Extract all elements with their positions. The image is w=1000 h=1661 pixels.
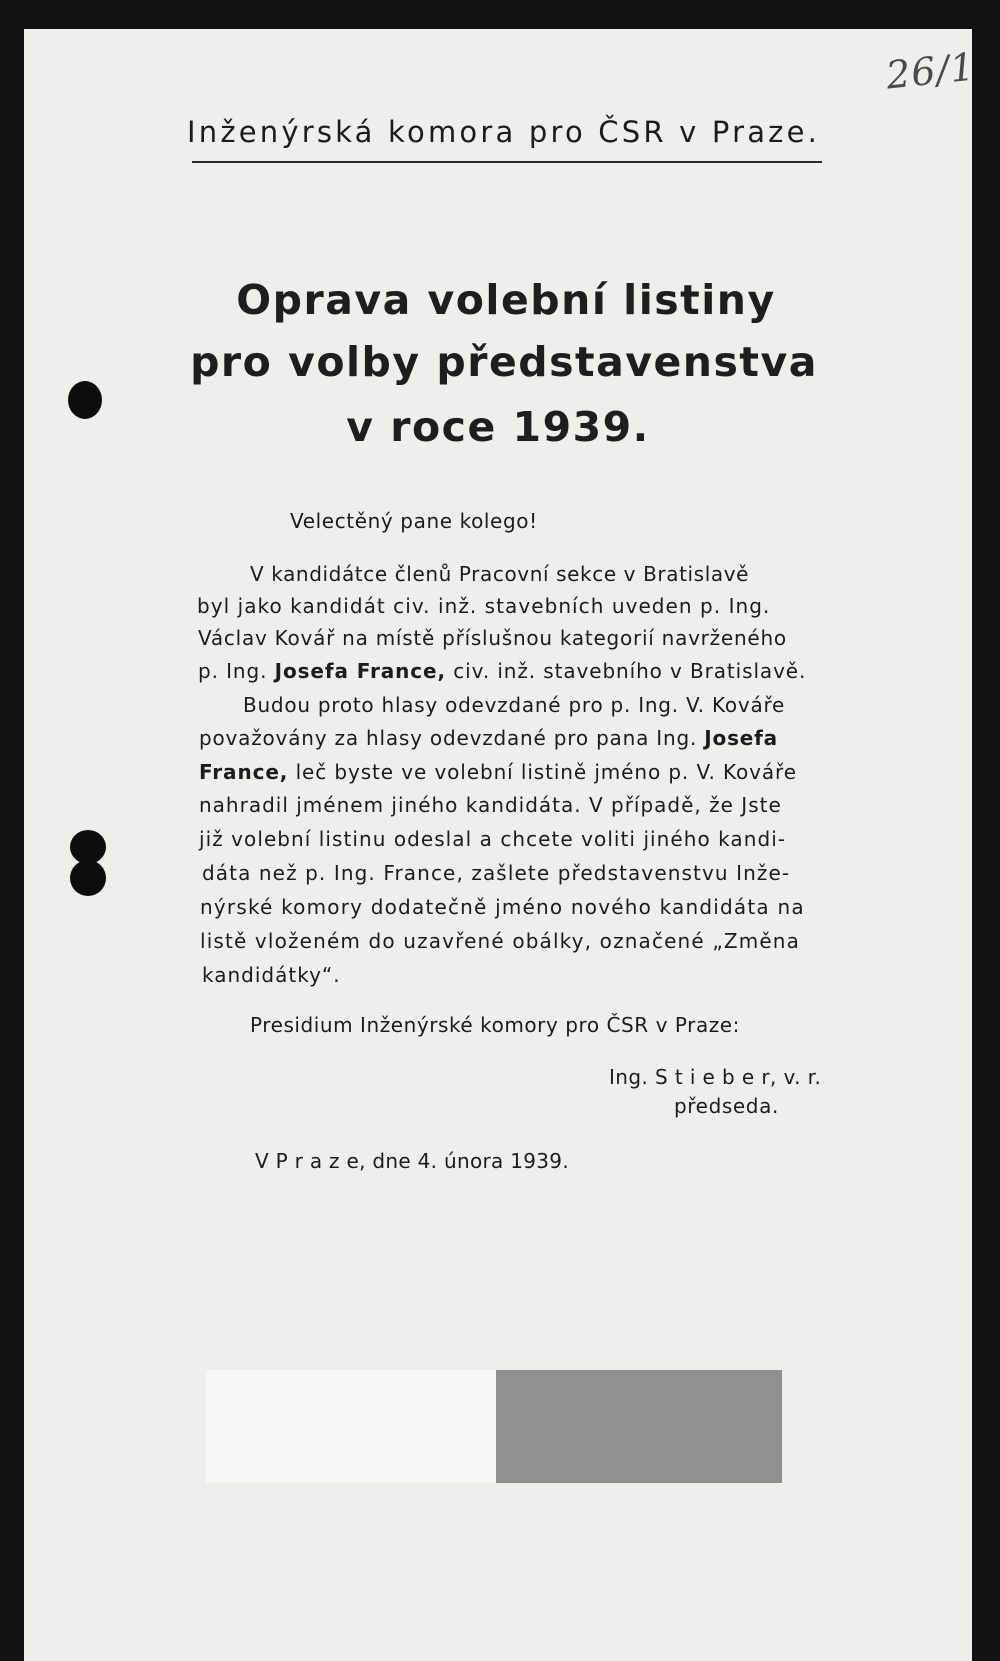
name-josefa: Josefa xyxy=(704,726,778,750)
paragraph-2-line-4: nahradil jménem jiného kandidáta. V případě, že Jste xyxy=(199,793,782,817)
paragraph-1-line-2: byl jako kandidát civ. inž. stavebních uveden p. Ing. xyxy=(197,594,771,618)
punch-hole-top xyxy=(68,381,102,419)
paragraph-2-line-6: dáta než p. Ing. France, zašlete představenstvu Inže- xyxy=(202,861,791,885)
punch-hole-bottom-lower xyxy=(70,860,106,896)
text-segment: p. Ing. xyxy=(198,659,275,683)
name-josefa-france: Josefa France, xyxy=(274,659,447,683)
paragraph-2-line-2 xyxy=(199,726,778,750)
signature-role: předseda. xyxy=(674,1094,779,1118)
paragraph-2-line-3 xyxy=(199,760,797,784)
calibration-white-patch xyxy=(206,1370,496,1483)
date-line: V P r a z e, dne 4. února 1939. xyxy=(255,1149,569,1173)
paragraph-2-line-1: Budou proto hlasy odevzdané pro p. Ing. V. Kováře xyxy=(243,693,786,717)
text-segment: považovány za hlasy odevzdané pro pana Ing. xyxy=(199,726,705,750)
paragraph-1-line-4 xyxy=(198,659,806,683)
presidium-line: Presidium Inženýrské komory pro ČSR v Praze: xyxy=(250,1013,740,1037)
name-france: France, xyxy=(199,760,289,784)
punch-hole-bottom-upper xyxy=(70,830,106,864)
text-segment: leč byste ve volební listině jméno p. V. Kováře xyxy=(288,760,797,784)
header-underline xyxy=(192,161,822,163)
signature-name: Ing. S t i e b e r, v. r. xyxy=(609,1065,822,1089)
calibration-gray-patch xyxy=(496,1370,782,1483)
paragraph-2-line-7: nýrské komory dodatečně jméno nového kandidáta na xyxy=(200,895,805,919)
title-line-3: v roce 1939. xyxy=(346,403,650,451)
paragraph-2-line-9: kandidátky“. xyxy=(202,963,341,987)
paragraph-2-line-8: listě vloženém do uzavřené obálky, označené „Změna xyxy=(200,929,801,953)
paragraph-2-line-5: již volební listinu odeslal a chcete voliti jiného kandi- xyxy=(199,827,787,851)
paragraph-1-line-3: Václav Kovář na místě příslušnou kategorií navrženého xyxy=(198,626,787,650)
paragraph-1-line-1: V kandidátce členů Pracovní sekce v Bratislavě xyxy=(250,562,750,586)
text-segment: civ. inž. stavebního v Bratislavě. xyxy=(446,659,807,683)
title-line-1: Oprava volební listiny xyxy=(236,276,776,324)
salutation: Velectěný pane kolego! xyxy=(290,509,538,533)
handwritten-page-number: 26/1 xyxy=(883,44,978,98)
title-line-2: pro volby představenstva xyxy=(190,338,818,386)
institution-header: Inženýrská komora pro ČSR v Praze. xyxy=(187,115,821,149)
